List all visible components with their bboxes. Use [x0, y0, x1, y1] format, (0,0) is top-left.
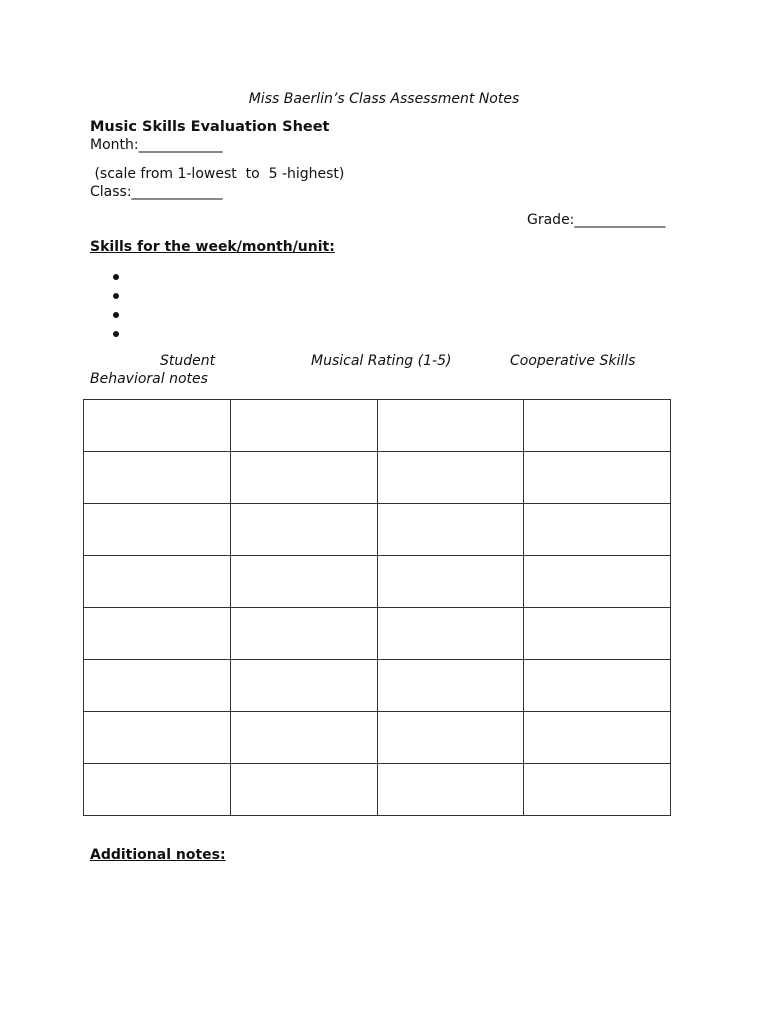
table-cell — [377, 608, 524, 660]
column-header-student: Student — [160, 353, 216, 369]
table-row — [84, 660, 671, 712]
table-cell — [377, 400, 524, 452]
table-cell — [230, 608, 377, 660]
assessment-table — [83, 399, 671, 816]
document-title: Miss Baerlin’s Class Assessment Notes — [248, 91, 520, 107]
skills-bullet-item — [100, 325, 130, 344]
table-cell — [524, 504, 671, 556]
table-cell — [377, 712, 524, 764]
table-cell — [84, 400, 231, 452]
table-row — [84, 556, 671, 608]
skills-bullet-list — [100, 268, 130, 344]
grade-field-line: Grade:_____________ — [527, 212, 666, 228]
table-cell — [230, 556, 377, 608]
skills-bullet-item — [100, 268, 130, 287]
table-cell — [524, 712, 671, 764]
column-header-rating: Musical Rating (1-5) — [311, 353, 452, 369]
table-cell — [377, 452, 524, 504]
sheet-heading: Music Skills Evaluation Sheet — [90, 119, 330, 135]
table-cell — [84, 452, 231, 504]
month-field-line: Month:____________ — [90, 137, 223, 153]
table-cell — [524, 452, 671, 504]
skills-bullet-item — [100, 287, 130, 306]
table-cell — [230, 400, 377, 452]
table-cell — [230, 712, 377, 764]
table-cell — [230, 660, 377, 712]
table-cell — [377, 660, 524, 712]
table-cell — [230, 504, 377, 556]
table-cell — [524, 400, 671, 452]
skills-bullet-item — [100, 306, 130, 325]
table-cell — [524, 764, 671, 816]
table-cell — [84, 660, 231, 712]
table-cell — [84, 712, 231, 764]
table-cell — [84, 764, 231, 816]
table-cell — [84, 556, 231, 608]
table-cell — [377, 556, 524, 608]
table-row — [84, 764, 671, 816]
table-row — [84, 452, 671, 504]
column-header-behavioral: Behavioral notes — [90, 371, 208, 387]
table-row — [84, 608, 671, 660]
table-row — [84, 400, 671, 452]
table-row — [84, 712, 671, 764]
additional-notes-heading: Additional notes: — [90, 847, 226, 863]
scale-note: (scale from 1-lowest to 5 -highest) — [90, 166, 345, 182]
table-cell — [230, 452, 377, 504]
table-cell — [84, 608, 231, 660]
column-header-cooperative: Cooperative Skills — [510, 353, 636, 369]
table-row — [84, 504, 671, 556]
skills-heading: Skills for the week/month/unit: — [90, 239, 335, 255]
class-field-line: Class:_____________ — [90, 184, 223, 200]
table-cell — [230, 764, 377, 816]
table-cell — [84, 504, 231, 556]
table-cell — [524, 660, 671, 712]
table-cell — [524, 556, 671, 608]
table-cell — [377, 764, 524, 816]
table-cell — [377, 504, 524, 556]
table-cell — [524, 608, 671, 660]
